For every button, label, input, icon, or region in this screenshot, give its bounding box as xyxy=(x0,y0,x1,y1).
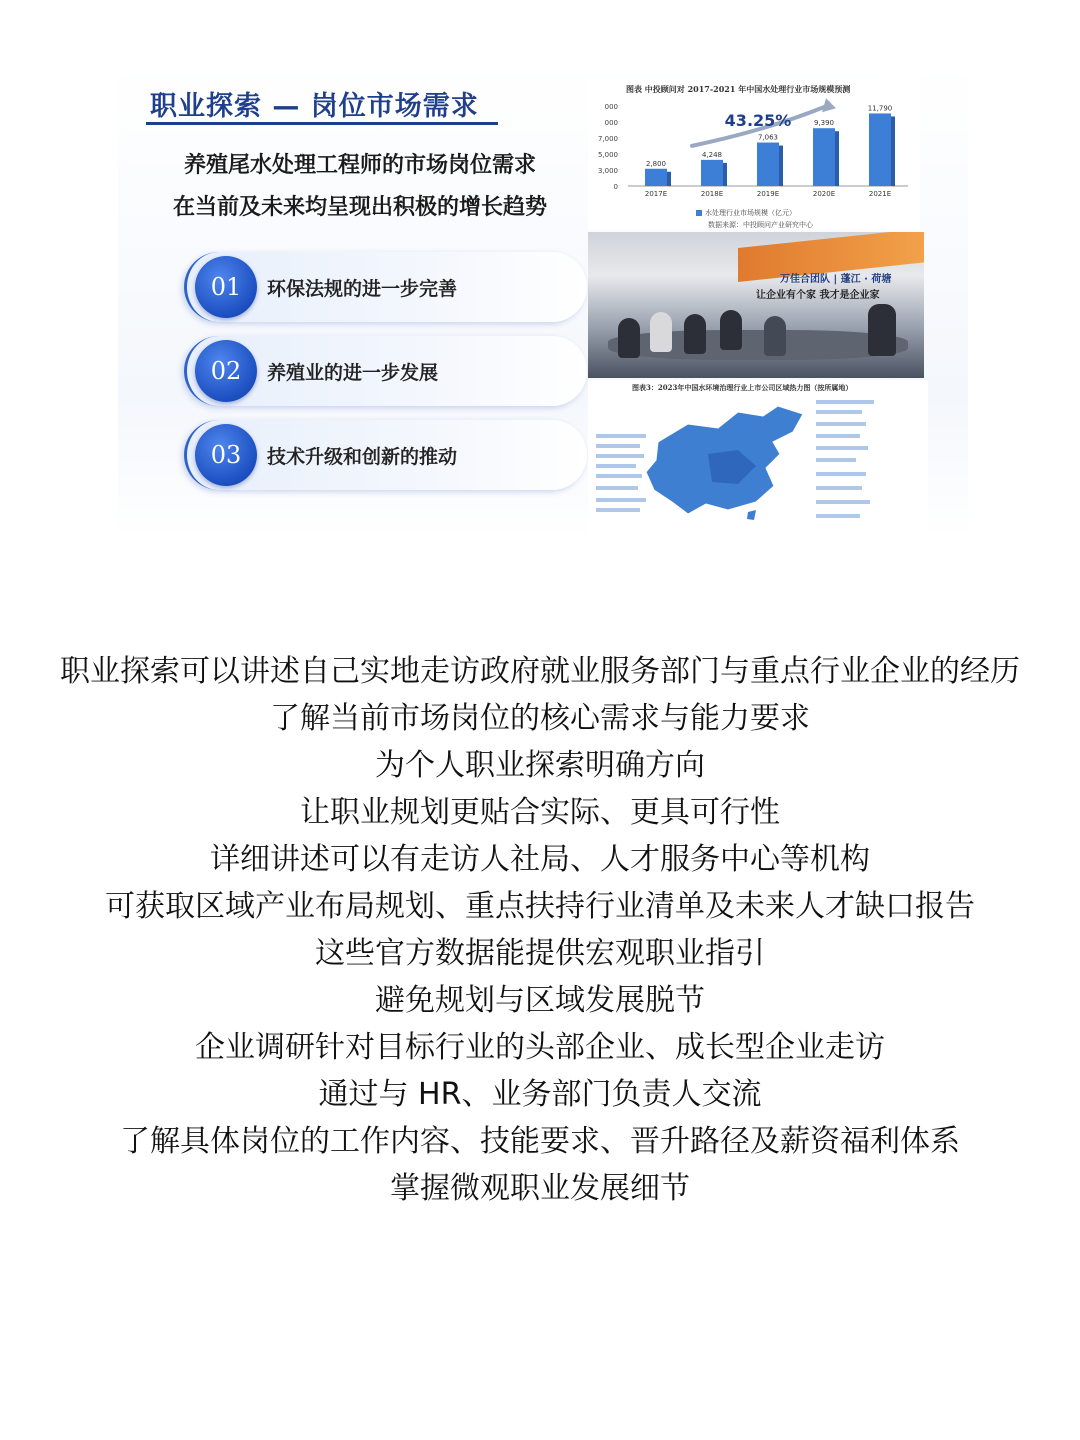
chart-bar xyxy=(701,160,723,186)
person-silhouette xyxy=(720,310,742,350)
growth-arrow-head xyxy=(822,98,836,112)
x-tick-label: 2017E xyxy=(644,190,668,198)
chart-bar-side xyxy=(835,131,839,186)
body-line: 了解具体岗位的工作内容、技能要求、晋升路径及薪资福利体系 xyxy=(120,1124,960,1159)
body-line: 了解当前市场岗位的核心需求与能力要求 xyxy=(270,701,810,736)
x-tick-label: 2021E xyxy=(868,190,892,198)
map-caption: 图表3：2023年中国水环境治理行业上市公司区域热力图（按所属地） xyxy=(632,383,853,392)
body-line: 这些官方数据能提供宏观职业指引 xyxy=(315,936,765,971)
bar-value-label: 9,390 xyxy=(813,119,835,128)
reason-item-3 xyxy=(184,420,587,490)
bar-chart xyxy=(588,98,920,208)
body-line: 可获取区域产业布局规划、重点扶持行业清单及未来人才缺口报告 xyxy=(105,889,975,924)
chart-bar xyxy=(869,113,891,186)
person-silhouette xyxy=(764,316,786,356)
chart-legend xyxy=(696,208,796,218)
x-tick-label: 2019E xyxy=(756,190,780,198)
china-map xyxy=(588,394,928,532)
photo-slogan-text: 让企业有个家 我才是企业家 xyxy=(756,290,880,301)
body-line: 通过与 HR、业务部门负责人交流 xyxy=(318,1077,762,1112)
reason-number-badge: 03 xyxy=(195,424,257,486)
legend-label: 水处理行业市场规模（亿元） xyxy=(705,209,796,217)
chart-source: 数据来源：中投顾问产业研究中心 xyxy=(708,221,813,229)
reason-number-badge: 02 xyxy=(195,340,257,402)
meeting-photo xyxy=(588,232,924,378)
y-tick-label: 7,000 xyxy=(597,135,618,143)
legend-swatch xyxy=(696,210,702,216)
body-line: 详细讲述可以有走访人社局、人才服务中心等机构 xyxy=(210,842,870,877)
chart-bar-side xyxy=(667,172,671,186)
y-tick-label: 000 xyxy=(604,103,618,111)
chart-bar xyxy=(813,128,835,186)
y-tick-label: 000 xyxy=(604,119,618,127)
bar-value-label: 7,063 xyxy=(757,133,779,142)
bar-value-label: 4,248 xyxy=(701,150,723,159)
chart-bar xyxy=(757,143,779,186)
body-line: 掌握微观职业发展细节 xyxy=(390,1171,690,1206)
reason-label: 环保法规的进一步完善 xyxy=(267,278,458,300)
body-line: 企业调研针对目标行业的头部企业、成长型企业走访 xyxy=(195,1030,885,1065)
body-line: 职业探索可以讲述自己实地走访政府就业服务部门与重点行业企业的经历 xyxy=(60,654,1020,689)
chart-bar-side xyxy=(779,146,783,186)
chart-caption: 图表 中投顾问对 2017-2021 年中国水处理行业市场规模预测 xyxy=(626,84,851,94)
photo-brand-text: 万佳合团队 | 蓬江 · 荷塘 xyxy=(780,274,892,285)
chart-bar-side xyxy=(723,163,727,186)
person-silhouette xyxy=(684,314,706,354)
island-shape xyxy=(747,510,756,520)
slide-title: 职业探索 — 岗位市场需求 xyxy=(150,91,479,122)
body-line: 避免规划与区域发展脱节 xyxy=(375,983,705,1018)
chart-bar xyxy=(645,169,667,186)
headline-line-1: 养殖尾水处理工程师的市场岗位需求 xyxy=(183,153,536,178)
body-line: 让职业规划更贴合实际、更具可行性 xyxy=(300,795,780,830)
growth-rate-annotation: 43.25% xyxy=(724,110,792,130)
title-underline xyxy=(146,122,498,125)
market-size-chart-panel xyxy=(588,78,920,230)
slide-image xyxy=(0,0,1080,560)
chart-bar-side xyxy=(891,116,895,186)
bar-value-label: 11,790 xyxy=(867,104,893,113)
bar-value-label: 2,800 xyxy=(645,159,667,168)
y-tick-label: 3,000 xyxy=(597,167,618,175)
headline-line-2: 在当前及未来均呈现出积极的增长趋势 xyxy=(172,195,547,220)
person-silhouette xyxy=(868,304,896,356)
reason-item-1 xyxy=(184,252,587,322)
reason-label: 技术升级和创新的推动 xyxy=(267,446,458,468)
regional-heatmap-panel xyxy=(588,380,928,532)
y-tick-label: 0 xyxy=(613,183,618,191)
y-tick-label: 5,000 xyxy=(597,151,618,159)
body-text xyxy=(0,648,1080,1212)
body-line: 为个人职业探索明确方向 xyxy=(375,748,705,783)
person-silhouette xyxy=(650,312,672,352)
reason-item-2 xyxy=(184,336,587,406)
x-tick-label: 2020E xyxy=(812,190,836,198)
reason-number-badge: 01 xyxy=(195,256,257,318)
x-tick-label: 2018E xyxy=(700,190,724,198)
person-silhouette xyxy=(618,318,640,358)
reason-label: 养殖业的进一步发展 xyxy=(267,362,439,384)
